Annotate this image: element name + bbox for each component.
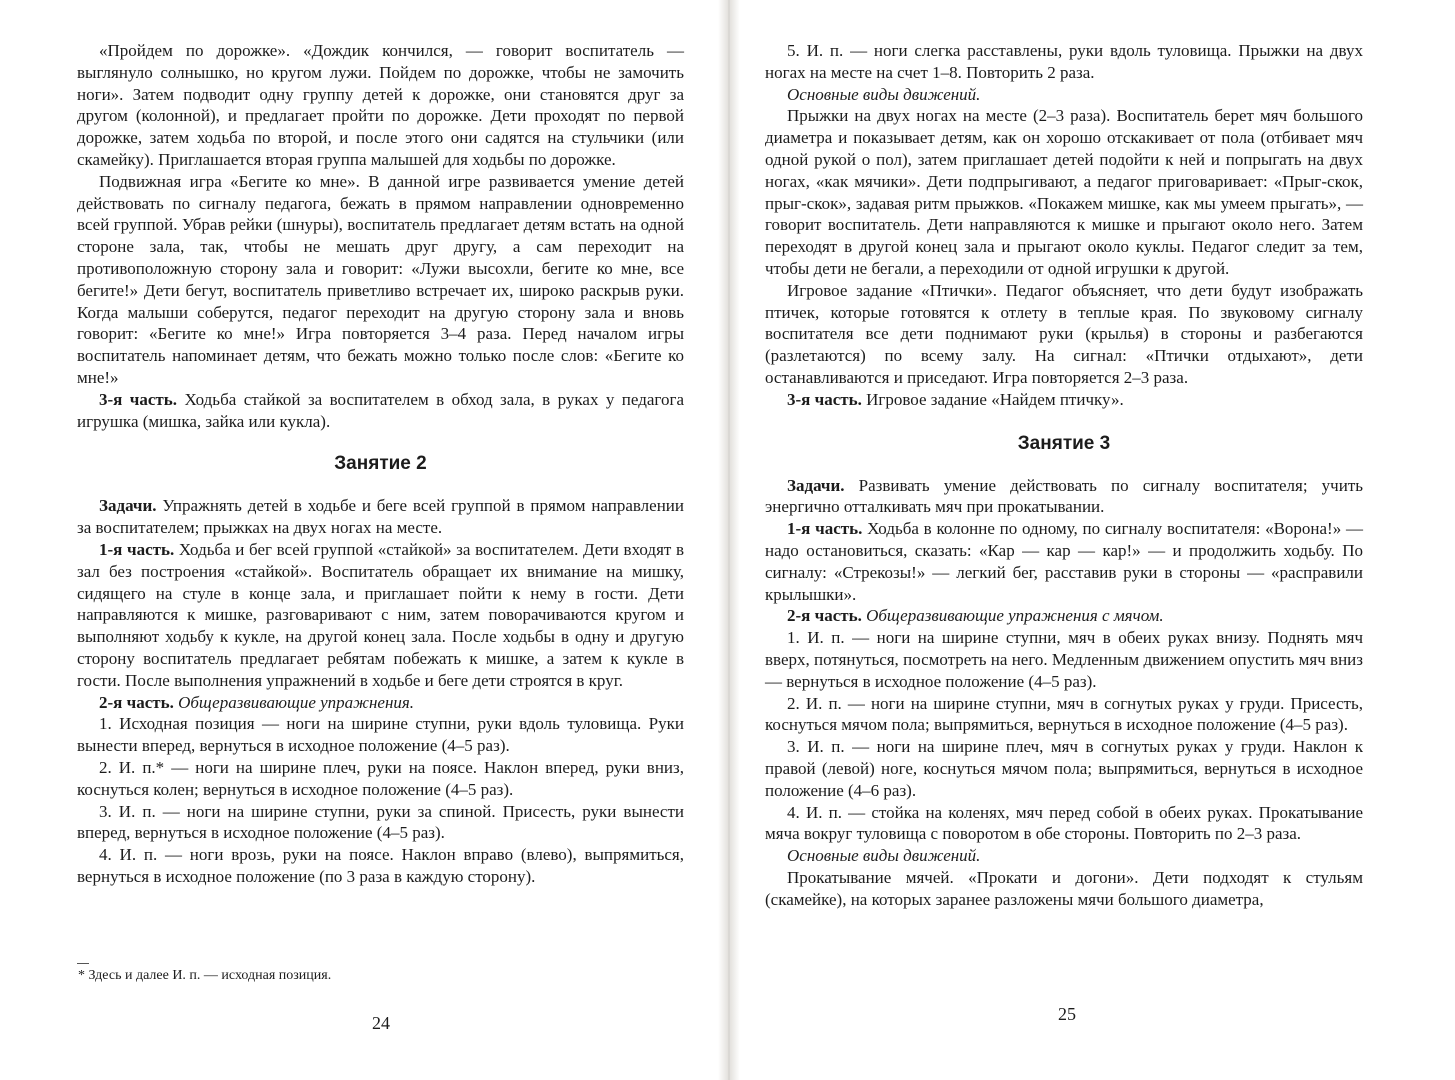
paragraph: Прыжки на двух ногах на месте (2–3 раза). Воспитатель берет мяч большого диаметра и показывает детям, как он хорошо отскакивает от пола (отбивает мяч одной рукой о пол), затем приглашает детей подойти к ней и попрыгать на двух ногах, «как мячики». Дети подпрыгивают, а педагог приговаривает: «Прыг-скок, прыг-скок», задавая ритм прыжков. «Покажем мишке, как мы умеем прыгать», — говорит воспитатель. Дети направляются к мишке и прыгают около него. Затем переходят в другой конец зала и прыгают около куклы. Педагог следит за тем, чтобы дети не бегали, а переходили от одной игрушки к другой. bbox=[765, 106, 1363, 278]
paragraph bbox=[77, 692, 684, 714]
section-heading: Занятие 2 bbox=[334, 453, 427, 475]
paragraph bbox=[77, 539, 684, 692]
part-title: Общеразвивающие упражнения с мячом. bbox=[861, 606, 1164, 626]
paragraph-text: Ходьба в колонне по одному, по сигналу воспитателя: «Ворона!» — надо остановиться, сказать: «Кар — кар — кар!» — и продолжить ходьбу. По сигналу: «Стрекозы!» — легкий бег, расставив руки в стороны — «расправили крылышки». bbox=[765, 519, 1363, 604]
part-label: 3-я часть. bbox=[787, 389, 862, 409]
subsection-title: Основные виды движений. bbox=[787, 846, 981, 866]
part-label: 2-я часть. bbox=[787, 606, 862, 626]
left-page bbox=[77, 40, 684, 888]
section-heading: Занятие 3 bbox=[1017, 432, 1111, 454]
paragraph-text: Развивать умение действовать по сигналу воспитателя; учить энергично отталкивать мяч при прокатывании. bbox=[765, 475, 1363, 517]
paragraph bbox=[765, 389, 1363, 411]
tasks-label: Задачи. bbox=[99, 496, 157, 516]
paragraph bbox=[77, 389, 684, 433]
right-page bbox=[765, 40, 1363, 910]
part-title: Общеразвивающие упражнения. bbox=[173, 692, 415, 712]
paragraph: Подвижная игра «Бегите ко мне». В данной игре развивается умение детей действовать по сигналу педагога, бежать в прямом направлении одновременно всей группой. Убрав рейки (шнуры), воспитатель предлагает детям встать на одной стороне зала, так, чтобы не мешать друг другу, а сам переходит на противоположную сторону зала и говорит: «Лужи высохли, бегите ко мне, все бегите!» Дети бегут, воспитатель приветливо встречает их, широко раскрыв руки. Когда малыши соберутся, педагог переходит на другую сторону зала и вновь говорит: «Бегите ко мне!» Игра повторяется 3–4 раза. Перед началом игры воспитатель напоминает детям, что бежать можно только после слов: «Бегите ко мне!» bbox=[77, 171, 684, 387]
page-number-left: 24 bbox=[372, 1013, 390, 1033]
paragraph bbox=[765, 475, 1363, 519]
page-number-right: 25 bbox=[1058, 1004, 1076, 1024]
part-label: 1-я часть. bbox=[99, 539, 175, 559]
exercise-item: 4. И. п. — стойка на коленях, мяч перед собой в обеих руках. Прокатывание мяча вокруг туловища с поворотом в обе стороны. Повторить по 2–3 раза. bbox=[765, 802, 1363, 844]
paragraph bbox=[765, 518, 1363, 605]
tasks-label: Задачи. bbox=[787, 475, 845, 495]
paragraph-text: Ходьба стайкой за воспитателем в обход зала, в руках у педагога игрушка (мишка, зайка или кукла). bbox=[77, 389, 684, 431]
paragraph: «Пройдем по дорожке». «Дождик кончился, — говорит воспитатель — выглянуло солнышко, но кругом лужи. Пойдем по дорожке, чтобы не замочить ноги». Затем подводит одну группу детей к дорожке, они становятся друг за другом (колонной), и предлагает пройти по дорожке. Дети проходят по первой дорожке, затем ходьба по второй, и после этого они садятся на стульчики (или скамейку). Приглашается вторая группа малышей для ходьбы по дорожке. bbox=[77, 41, 684, 169]
paragraph: Прокатывание мячей. «Прокати и догони». Дети подходят к стульям (скамейке), на которых заранее разложены мячи большого диаметра, bbox=[765, 867, 1363, 909]
exercise-item: 1. И. п. — ноги на ширине ступни, мяч в обеих руках внизу. Поднять мяч вверх, потянуться, посмотреть на него. Медленным движением опустить мяч вниз — вернуться в исходное положение (4–5 раз). bbox=[765, 628, 1363, 691]
footnote: * Здесь и далее И. п. — исходная позиция. bbox=[78, 968, 332, 983]
subsection-title: Основные виды движений. bbox=[787, 84, 981, 104]
exercise-item: 3. И. п. — ноги на ширине ступни, руки за спиной. Присесть, руки вынести вперед, вернуться в исходное положение (4–5 раз). bbox=[77, 801, 684, 843]
exercise-item: 2. И. п. — ноги на ширине ступни, мяч в согнутых руках у груди. Присесть, коснуться мячом пола; выпрямиться, вернуться в исходное положение (4–5 раз). bbox=[765, 693, 1363, 735]
paragraph-text: Ходьба и бег всей группой «стайкой» за воспитателем. Дети входят в зал без построения «стайкой». Воспитатель обращает их внимание на мишку, сидящего на стуле в конце зала, и приглашает пойти к нему в гости. Дети направляются к мишке, разговаривают с ним, затем поворачиваются кругом и выполняют ходьбу к кукле, на другой конец зала. После ходьбы в одну и другую сторону воспитатель предлагает ребятам побежать к мишке, а затем к кукле в гости. После выполнения упражнений в ходьбе и беге дети строятся в круг. bbox=[77, 539, 684, 690]
part-label: 3-я часть. bbox=[99, 389, 178, 409]
part-label: 2-я часть. bbox=[99, 692, 174, 712]
part-label: 1-я часть. bbox=[787, 519, 863, 539]
paragraph: Игровое задание «Птички». Педагог объясняет, что дети будут изображать птичек, которые готовятся к отлету в теплые края. По звуковому сигналу воспитателя все дети поднимают руки (крылья) в стороны и разбегаются (разлетаются) по всему залу. На сигнал: «Птички отдыхают», дети останавливаются и приседают. Игра повторяется 2–3 раза. bbox=[765, 280, 1363, 387]
exercise-item: 2. И. п.* — ноги на ширине плеч, руки на поясе. Наклон вперед, руки вниз, коснуться колен; вернуться в исходное положение (4–5 раз). bbox=[77, 757, 684, 799]
exercise-item: 4. И. п. — ноги врозь, руки на поясе. Наклон вправо (влево), выпрямиться, вернуться в исходное положение (по 3 раза в каждую сторону). bbox=[77, 845, 684, 886]
exercise-item: 5. И. п. — ноги слегка расставлены, руки вдоль туловища. Прыжки на двух ногах на месте на счет 1–8. Повторить 2 раза. bbox=[765, 41, 1363, 82]
paragraph-text: Упражнять детей в ходьбе и беге всей группой в прямом направлении за воспитателем; прыжках на двух ногах на месте. bbox=[77, 496, 684, 538]
exercise-item: 3. И. п. — ноги на ширине плеч, мяч в согнутых руках у груди. Наклон к правой (левой) ноге, коснуться мячом пола; выпрямиться, вернуться в исходное положение (4–6 раз). bbox=[765, 737, 1363, 800]
paragraph bbox=[765, 605, 1363, 627]
book-gutter bbox=[718, 0, 740, 1080]
paragraph-text: Игровое задание «Найдем птичку». bbox=[861, 389, 1124, 409]
exercise-item: 1. Исходная позиция — ноги на ширине ступни, руки вдоль туловища. Руки вынести вперед, вернуться в исходное положение (4–5 раз). bbox=[77, 714, 684, 756]
footnote-rule bbox=[77, 963, 89, 964]
paragraph bbox=[77, 495, 684, 539]
